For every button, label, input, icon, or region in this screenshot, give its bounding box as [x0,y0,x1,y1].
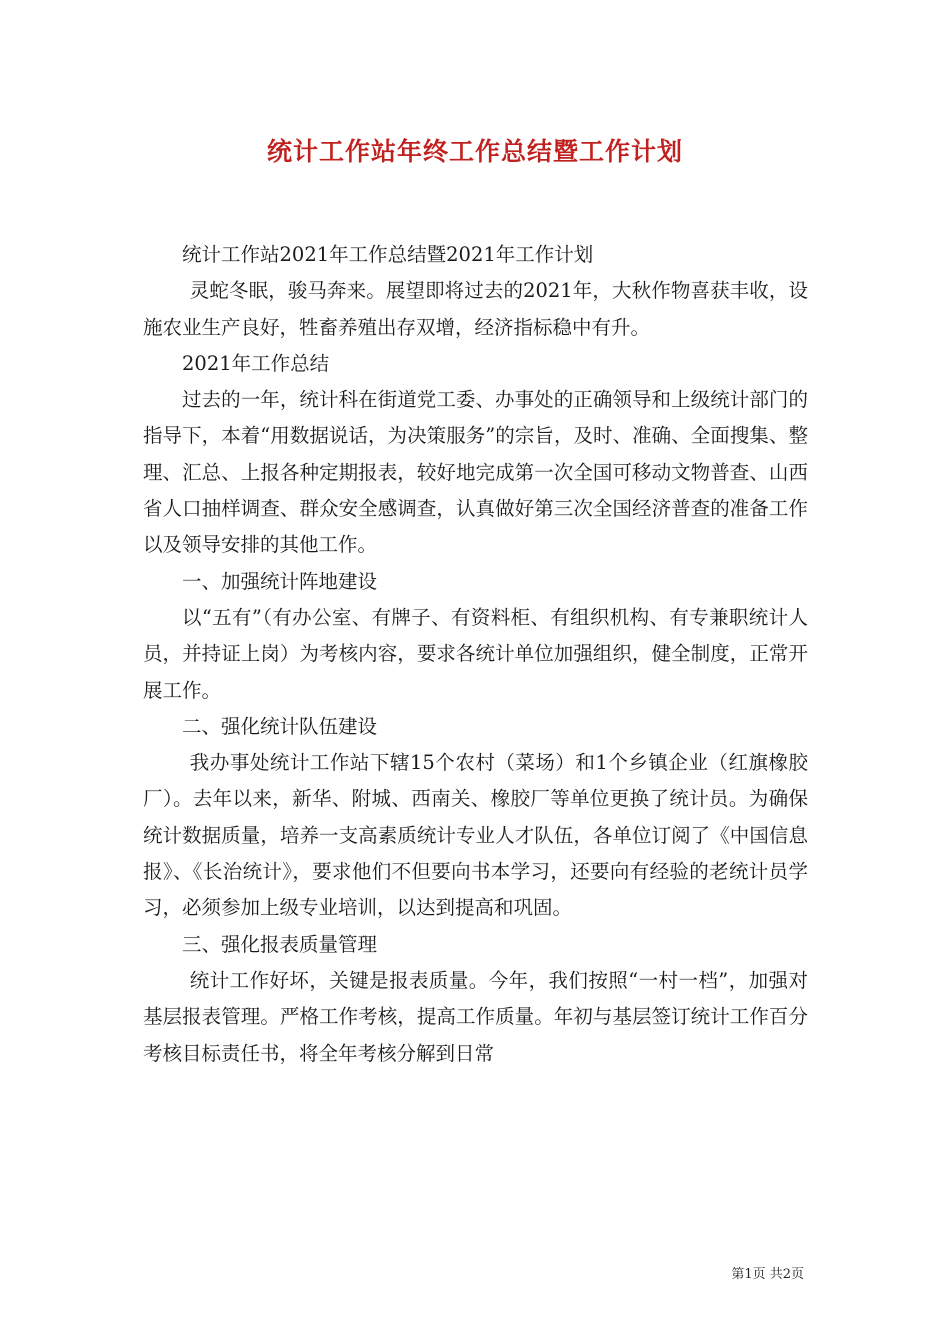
body-paragraph-6: 统计工作好坏，关键是报表质量。今年，我们按照“一村一档”，加强对基层报表管理。严格工作考核，提高工作质量。年初与基层签订统计工作百分考核目标责任书，将全年考核分解到日常 [143,968,808,1065]
document-title: 统计工作站年终工作总结暨工作计划 [266,137,683,166]
section-heading-1: 一、加强统计阵地建设 [182,569,378,593]
body-paragraph-5: 我办事处统计工作站下辖15个农村（菜场）和1个乡镇企业（红旗橡胶厂）。去年以来，新华、附城、西南关、橡胶厂等单位更换了统计员。为确保统计数据质量，培养一支高素质统计专业人才队伍，各单位订阅了《中国信息报》、《长治统计》，要求他们不但要向书本学习，还要向有经验的老统计员学习，必须参加上级专业培训，以达到提高和巩固。 [143,751,808,920]
body-paragraph-3: 过去的一年，统计科在街道党工委、办事处的正确领导和上级统计部门的指导下，本着“用数据说话，为决策服务”的宗旨，及时、准确、全面搜集、整理、汇总、上报各种定期报表，较好地完成第一次全国可移动文物普查、山西省人口抽样调查、群众安全感调查，认真做好第三次全国经济普查的准备工作以及领导安排的其他工作。 [143,388,808,557]
body-paragraph-1: 统计工作站2021年工作总结暨2021年工作计划 [182,243,594,266]
body-paragraph-4: 以“五有”（有办公室、有牌子、有资料柜、有组织机构、有专兼职统计人员，并持证上岗）为考核内容，要求各统计单位加强组织，健全制度，正常开展工作。 [143,605,808,702]
body-paragraph-2: 灵蛇冬眠，骏马奔来。展望即将过去的2021年，大秋作物喜获丰收，设施农业生产良好，牲畜养殖出存双增，经济指标稳中有升。 [143,279,808,339]
section-heading-3: 三、强化报表质量管理 [182,932,378,956]
section-heading-2: 二、强化统计队伍建设 [182,714,378,738]
document-body [143,237,808,1072]
section-heading-summary: 2021年工作总结 [182,351,330,375]
page-indicator: 第1页 共2页 [731,1267,804,1282]
